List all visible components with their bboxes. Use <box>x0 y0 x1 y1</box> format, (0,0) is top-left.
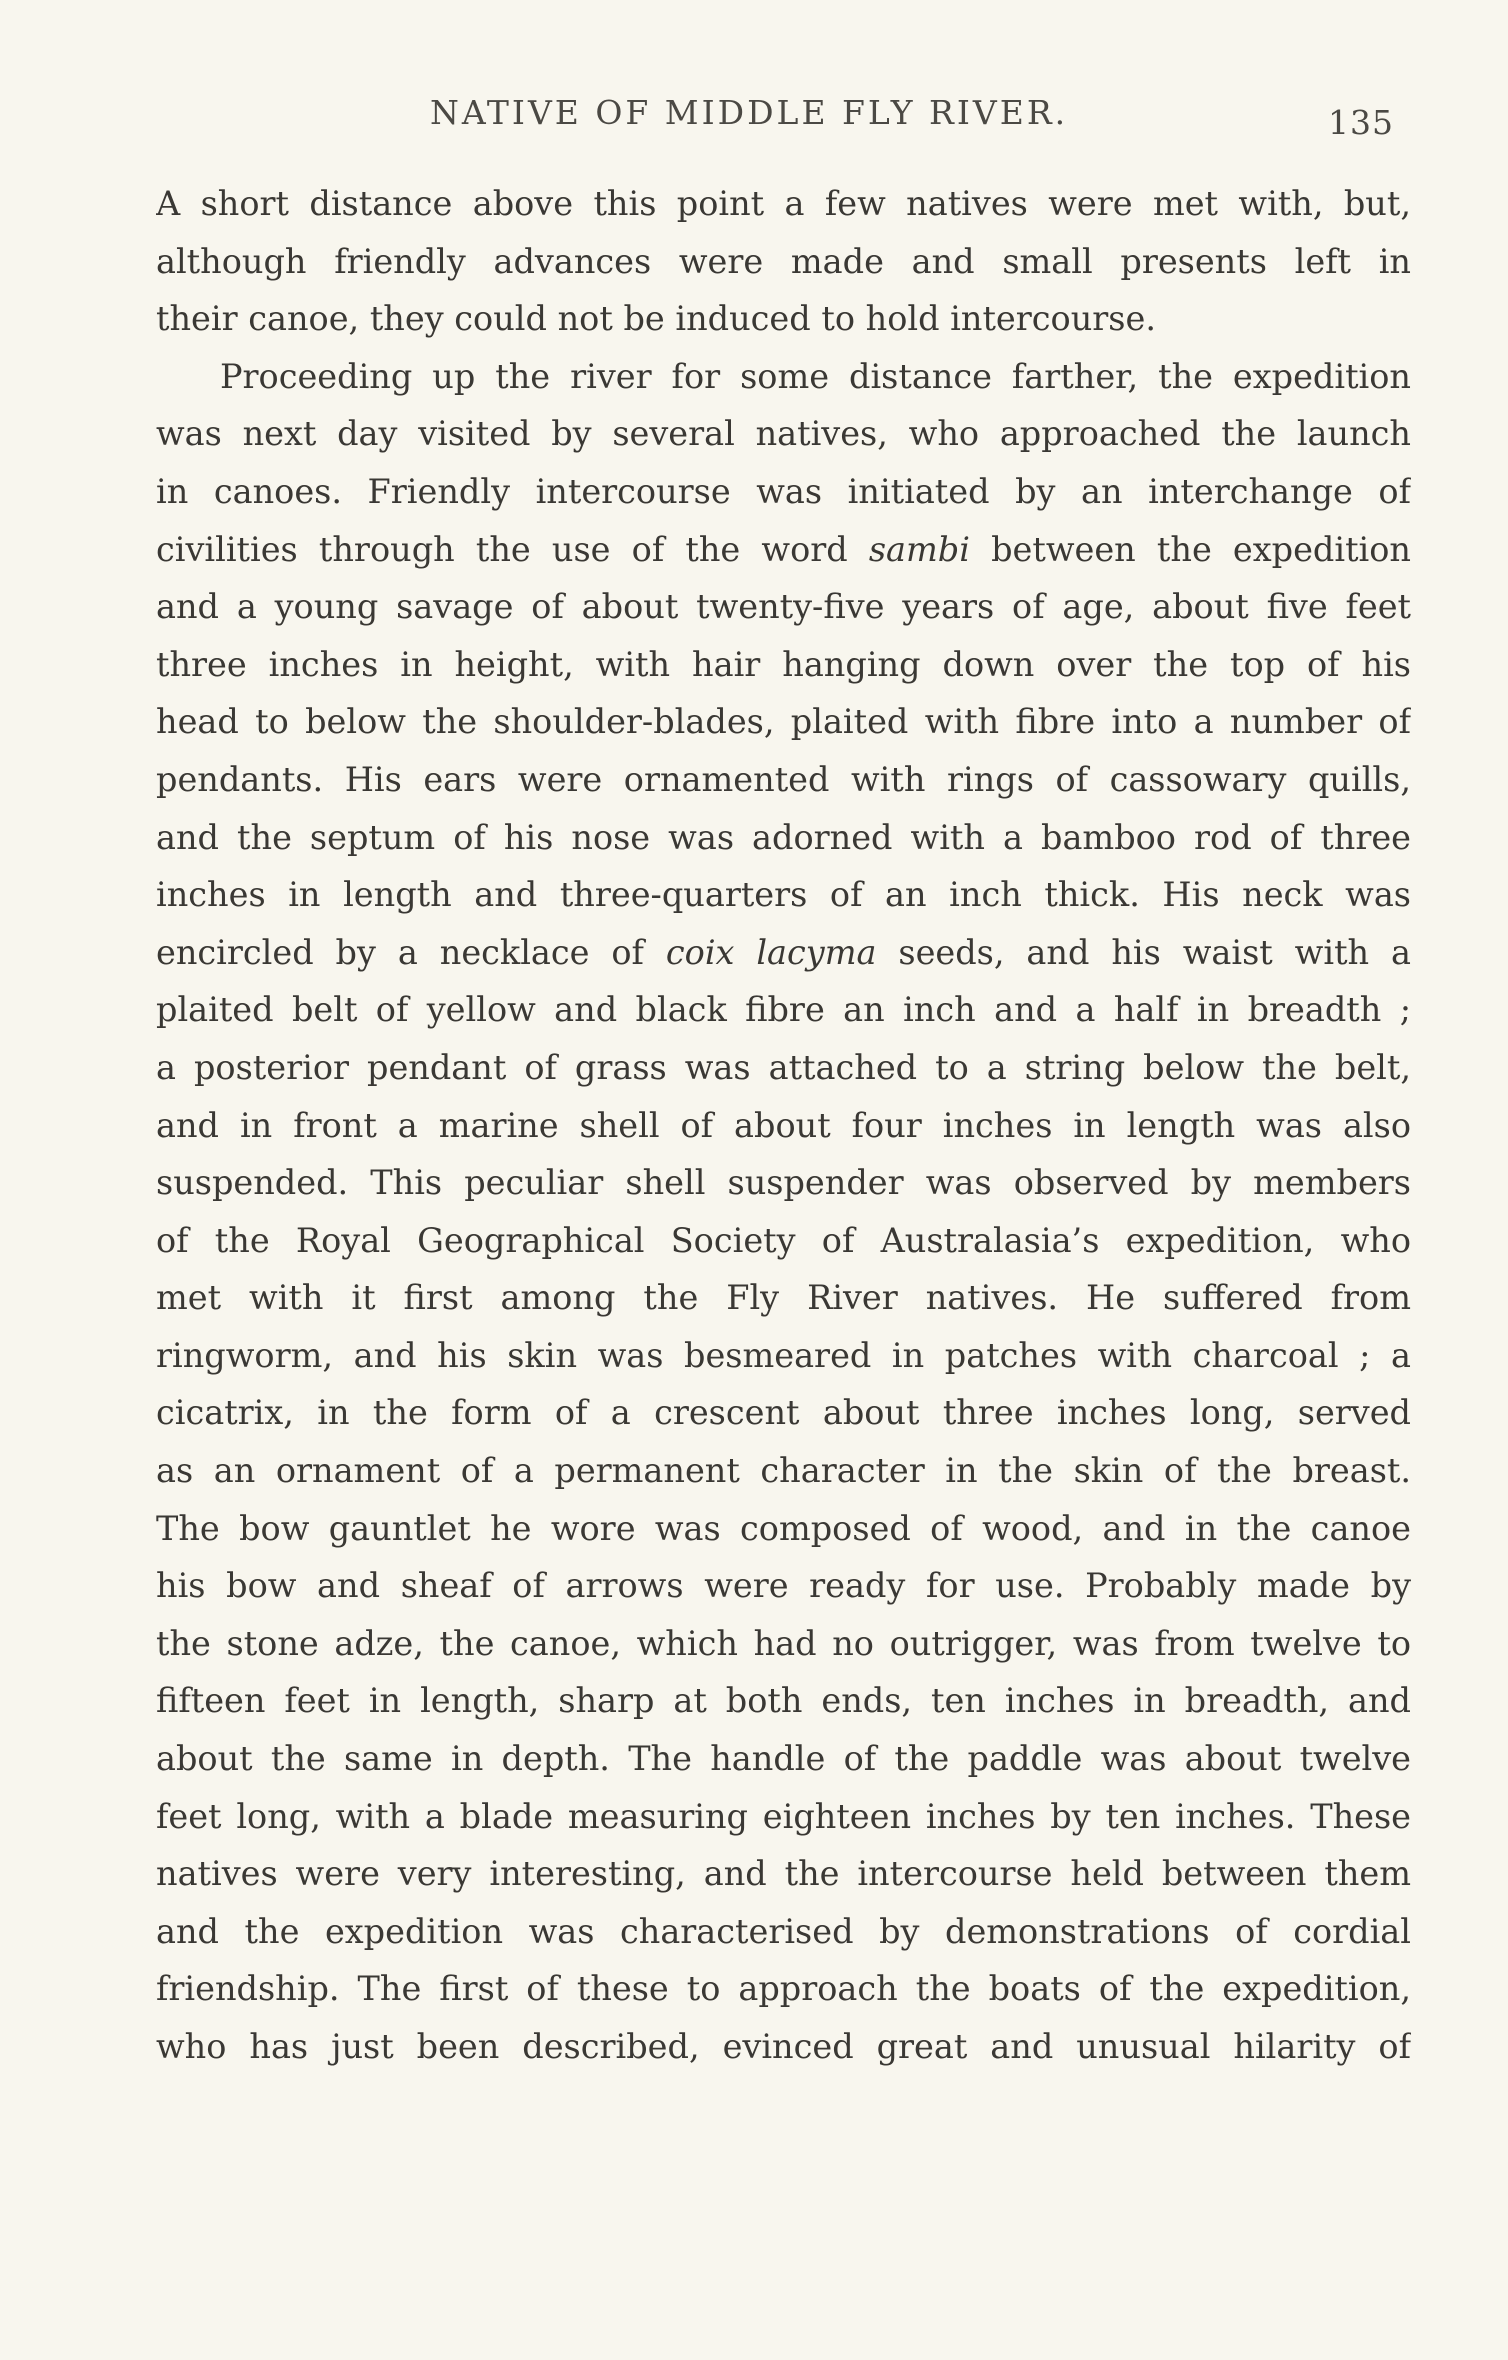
text-line: inches in length and three-quarters of an inch thick. His neck was <box>156 875 1411 915</box>
text-run: between the expedition <box>969 529 1411 569</box>
italic-term-sambi: sambi <box>868 529 970 569</box>
running-head <box>0 93 1508 143</box>
text-line: cicatrix, in the form of a crescent about three inches long, served <box>156 1393 1411 1433</box>
text-line: fifteen feet in length, sharp at both ends, ten inches in breadth, and <box>156 1681 1411 1721</box>
text-line: a posterior pendant of grass was attached to a string below the belt, <box>156 1047 1411 1087</box>
text-line: A short distance above this point a few natives were met with, but, <box>156 184 1411 223</box>
text-line: and a young savage of about twenty-five years of age, about five feet <box>156 587 1411 627</box>
text-line: and in front a marine shell of about four inches in length was also <box>156 1105 1411 1145</box>
text-line: three inches in height, with hair hanging down over the top of his <box>156 644 1411 684</box>
text-run: seeds, and his waist with a <box>876 932 1411 972</box>
text-line: pendants. His ears were ornamented with rings of cassowary quills, <box>156 759 1411 799</box>
text-line: in canoes. Friendly intercourse was initiated by an interchange of <box>156 471 1411 511</box>
text-line: suspended. This peculiar shell suspender was observed by members <box>156 1163 1411 1203</box>
page-number: 135 <box>1328 103 1394 142</box>
text-line: their canoe, they could not be induced to hold intercourse. <box>156 299 1156 339</box>
paragraph-start-line: Proceeding up the river for some distance farther, the expedition <box>220 356 1411 396</box>
text-line: his bow and sheaf of arrows were ready for use. Probably made by <box>156 1566 1411 1606</box>
text-line: although friendly advances were made and small presents left in <box>156 241 1411 281</box>
text-run: encircled by a necklace of <box>156 932 666 972</box>
text-line: feet long, with a blade measuring eighteen inches by ten inches. These <box>156 1796 1411 1836</box>
text-line: head to below the shoulder-blades, plaited with fibre into a number of <box>156 702 1411 742</box>
text-line <box>156 924 1411 982</box>
text-line: and the septum of his nose was adorned with a bamboo rod of three <box>156 817 1411 857</box>
text-line: of the Royal Geographical Society of Australasia’s expedition, who <box>156 1220 1411 1260</box>
body-text <box>156 175 1411 2076</box>
text-line: natives were very interesting, and the intercourse held between them <box>156 1854 1411 1894</box>
text-line: friendship. The first of these to approach the boats of the expedition, <box>156 1969 1411 2009</box>
text-line: The bow gauntlet he wore was composed of wood, and in the canoe <box>156 1508 1411 1548</box>
text-line: who has just been described, evinced great and unusual hilarity of <box>156 2027 1411 2066</box>
text-line: about the same in depth. The handle of the paddle was about twelve <box>156 1739 1411 1779</box>
text-run: civilities through the use of the word <box>156 529 869 569</box>
text-line: met with it first among the Fly River natives. He suffered from <box>156 1278 1411 1318</box>
text-line <box>156 521 1411 579</box>
italic-term-coix-lacyma: coix lacyma <box>665 932 877 972</box>
text-line: ringworm, and his skin was besmeared in patches with charcoal ; a <box>156 1335 1411 1375</box>
text-line: the stone adze, the canoe, which had no outrigger, was from twelve to <box>156 1623 1411 1663</box>
text-line: and the expedition was characterised by demonstrations of cordial <box>156 1911 1411 1951</box>
text-line: was next day visited by several natives, who approached the launch <box>156 414 1411 454</box>
text-line: plaited belt of yellow and black fibre an inch and a half in breadth ; <box>156 990 1411 1030</box>
running-title: NATIVE OF MIDDLE FLY RIVER. <box>430 93 1069 132</box>
text-line: as an ornament of a permanent character in the skin of the breast. <box>156 1451 1411 1491</box>
